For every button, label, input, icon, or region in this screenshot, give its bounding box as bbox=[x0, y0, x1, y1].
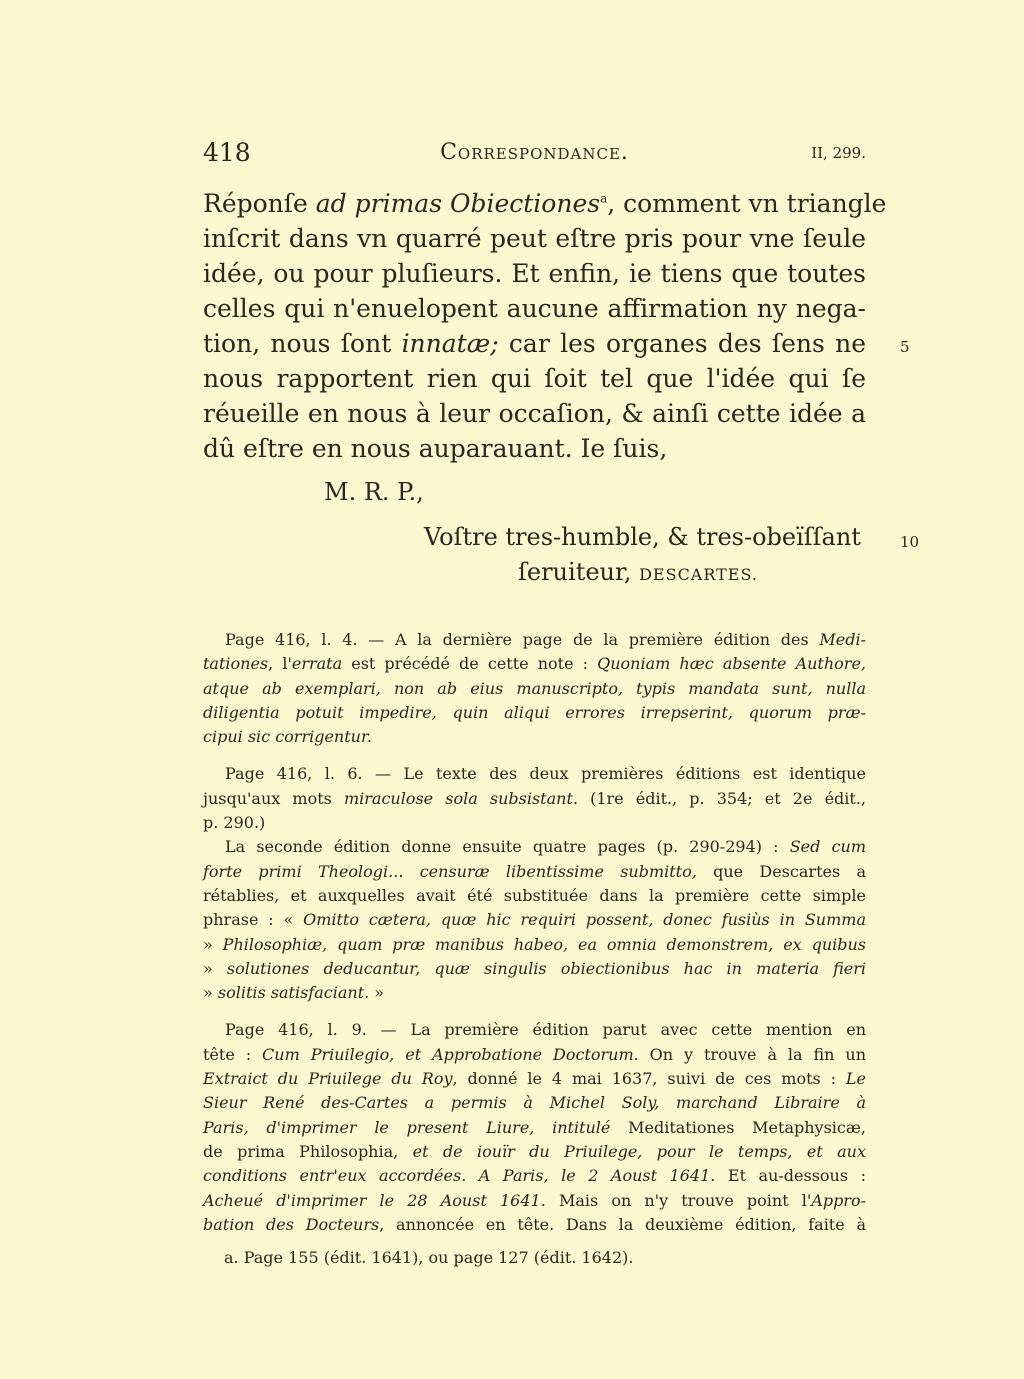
text-line: tion, nous ſont innatæ; car les organes des ſens ne bbox=[203, 329, 866, 358]
note-line: conditions entr'eux accordées. A Paris, le 2 Aoust 1641. Et au-dessous : bbox=[203, 1166, 866, 1186]
note-line: Page 416, l. 6. — Le texte des deux premières éditions est identique bbox=[225, 764, 866, 784]
note-line: La seconde édition donne ensuite quatre pages (p. 290-294) : Sed cum bbox=[225, 837, 866, 857]
note-line: forte primi Theologi... censuræ libentissime submitto, que Descartes a bbox=[203, 861, 867, 881]
footnote: a. Page 155 (édit. 1641), ou page 127 (édit. 1642). bbox=[224, 1248, 634, 1267]
editorial-notes bbox=[203, 628, 866, 1237]
reference-number: II, 299. bbox=[811, 144, 866, 162]
note-line: Sieur René des-Cartes a permis à Michel Soly, marchand Libraire à bbox=[203, 1093, 866, 1113]
note-line: diligentia potuit impedire, quin aliqui errores irrepserint, quorum præ- bbox=[203, 702, 866, 722]
text-line: idée, ou pour pluſieurs. Et enfin, ie tiens que toutes bbox=[203, 259, 866, 288]
note-line: » solutiones deducantur, quæ singulis obiectionibus hac in materia fieri bbox=[203, 958, 867, 978]
closing-formula: Voſtre tres-humble, & tres-obeïſſant bbox=[424, 523, 861, 551]
text-line: Réponſe ad primas Obiectiones$^a$, comment vn triangle bbox=[203, 189, 887, 218]
note-line: atque ab exemplari, non ab eius manuscripto, typis mandata sunt, nulla bbox=[203, 678, 866, 698]
note-line: phrase : « Omitto cætera, quæ hic requiri possent, donec fusiùs in Summa bbox=[203, 910, 866, 930]
note-line: jusqu'aux mots miraculose sola subsistant. (1re édit., p. 354; et 2e édit., bbox=[203, 788, 866, 808]
text-line: celles qui n'enuelopent aucune affirmation ny nega- bbox=[203, 294, 866, 323]
text-line: inſcrit dans vn quarré peut eſtre pris pour vne ſeule bbox=[203, 224, 866, 253]
text-line: nous rapportent rien qui ſoit tel que l'idée qui ſe bbox=[203, 364, 866, 393]
line-number: 5 bbox=[900, 338, 910, 356]
note-line: cipui sic corrigentur. bbox=[203, 727, 372, 747]
note-line: tationes, l'errata est précédé de cette note : Quoniam hæc absente Authore, bbox=[203, 654, 867, 674]
note-line: tête : Cum Priuilegio, et Approbatione Doctorum. On y trouve à la fin un bbox=[203, 1044, 867, 1064]
note-line: Page 416, l. 9. — La première édition parut avec cette mention en bbox=[225, 1020, 866, 1040]
note-line: » Philosophiæ, quam præ manibus habeo, ea omnia demonstrem, ex quibus bbox=[203, 934, 867, 954]
note-line: Paris, d'imprimer le present Liure, intitulé Meditationes Metaphysicæ, bbox=[203, 1117, 866, 1137]
running-title: Correspondance. bbox=[440, 140, 629, 165]
signature: DESCARTES. bbox=[639, 565, 758, 584]
note-line: p. 290.) bbox=[203, 813, 266, 833]
note-line: Acheué d'imprimer le 28 Aoust 1641. Mais on n'y trouve point l'Appro- bbox=[203, 1190, 866, 1210]
line-number: 10 bbox=[900, 533, 920, 551]
page-number: 418 bbox=[203, 138, 251, 167]
running-header bbox=[203, 138, 866, 174]
note-line: » solitis satisfaciant. » bbox=[203, 983, 385, 1003]
note-line: bation des Docteurs, annoncée en tête. Dans la deuxième édition, faite à bbox=[203, 1214, 867, 1234]
salutation: M. R. P., bbox=[324, 478, 424, 506]
note-line: Page 416, l. 4. — A la dernière page de la première édition des Medi- bbox=[225, 630, 866, 649]
note-line: rétablies, et auxquelles avait été substituée dans la première cette simple bbox=[203, 885, 866, 905]
text-line: dû eſtre en nous auparauant. Ie ſuis, bbox=[203, 434, 668, 463]
text-line: réueille en nous à leur occaſion, & ainſi cette idée a bbox=[203, 399, 866, 428]
note-line: de prima Philosophia, et de iouïr du Priuilege, pour le temps, et aux bbox=[203, 1141, 867, 1161]
note-line: Extraict du Priuilege du Roy, donné le 4 mai 1637, suivi de ces mots : Le bbox=[203, 1069, 867, 1089]
letter-text bbox=[203, 186, 887, 466]
closing-signature: ſeruiteur, DESCARTES. bbox=[518, 558, 758, 586]
